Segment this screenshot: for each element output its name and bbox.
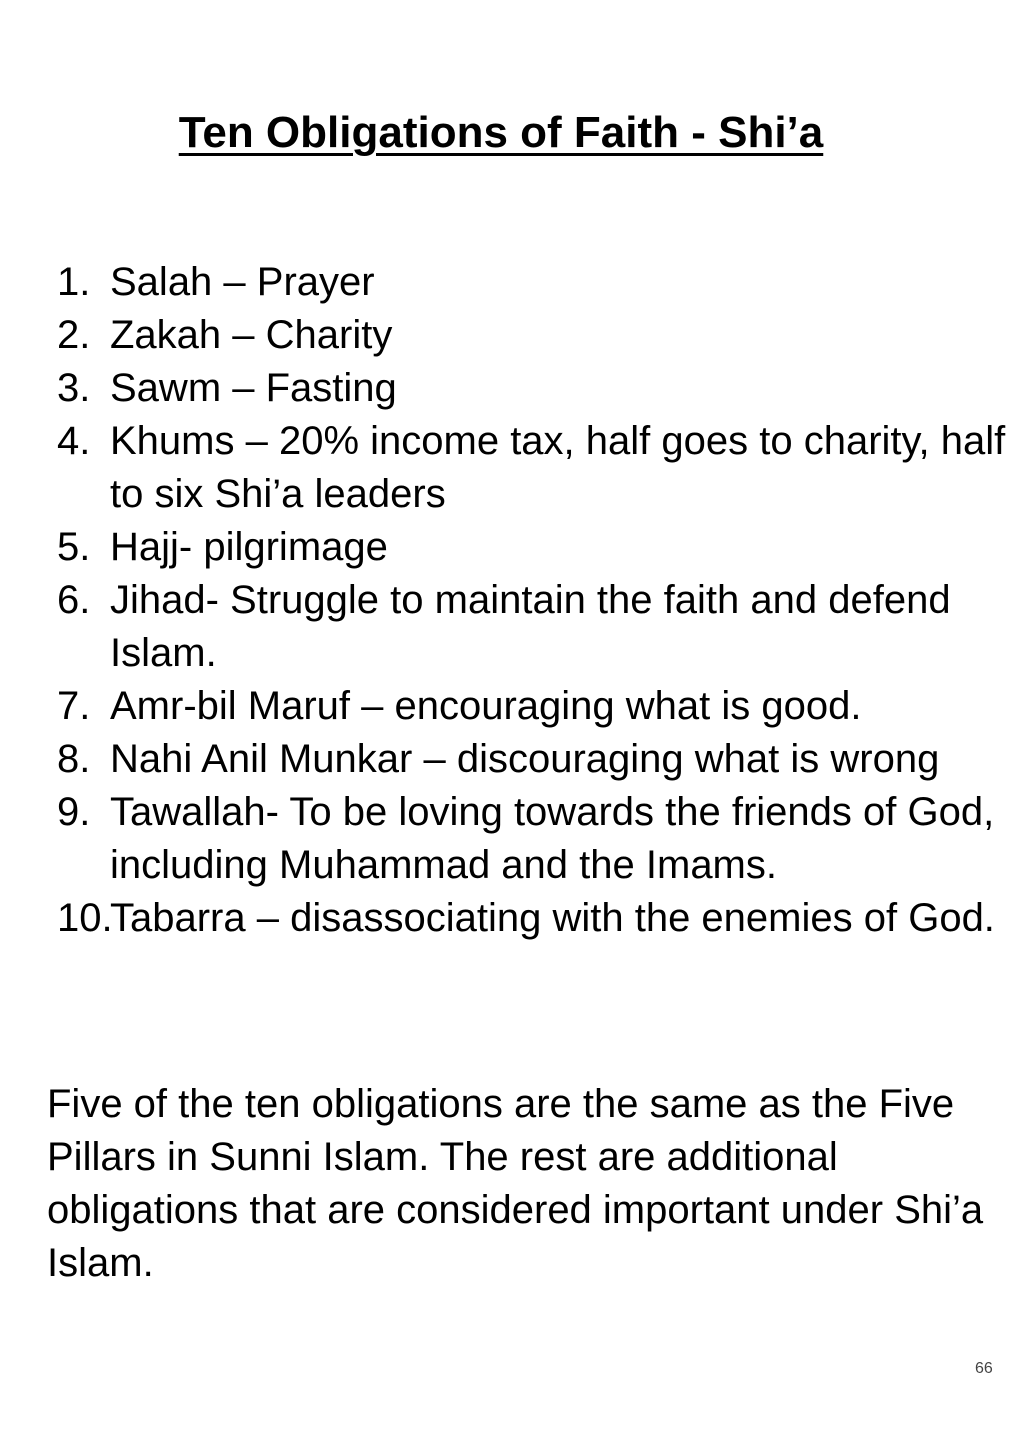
list-item-text: Nahi Anil Munkar – discouraging what is wrong [110, 737, 940, 781]
list-item-text: Hajj- pilgrimage [110, 525, 388, 569]
list-item-text: Zakah – Charity [110, 313, 393, 357]
list-item [0, 521, 1010, 574]
list-item [0, 680, 1010, 733]
list-item [0, 786, 1010, 892]
list-item-number: 3. [57, 366, 91, 410]
list-item-text: Sawm – Fasting [110, 366, 397, 410]
list-item-text: Tawallah- To be loving towards the friends of God, including Muhammad and the Imams. [110, 790, 995, 887]
list-item [0, 733, 1010, 786]
list-item-text: Jihad- Struggle to maintain the faith and defend Islam. [110, 578, 951, 675]
list-item [0, 362, 1010, 415]
list-item-number: 1. [57, 260, 91, 304]
list-item-number: 10. [57, 896, 113, 940]
list-item-text: Khums – 20% income tax, half goes to charity, half to six Shi’a leaders [110, 419, 1006, 516]
obligations-list [0, 256, 1010, 945]
list-item-number: 4. [57, 419, 91, 463]
list-item [0, 415, 1010, 521]
list-item-text: Amr-bil Maruf – encouraging what is good. [110, 684, 862, 728]
list-item [0, 574, 1010, 680]
list-item-number: 7. [57, 684, 91, 728]
page-title: Ten Obligations of Faith - Shi’a [178, 108, 824, 157]
list-item-text: Salah – Prayer [110, 260, 375, 304]
list-item [0, 309, 1010, 362]
list-item-text: Tabarra – disassociating with the enemies of God. [110, 896, 995, 940]
list-item-number: 2. [57, 313, 91, 357]
list-item-number: 6. [57, 578, 91, 622]
list-item-number: 8. [57, 737, 91, 781]
list-item-number: 9. [57, 790, 91, 834]
list-item [0, 892, 1010, 945]
list-item [0, 256, 1010, 309]
summary-paragraph: Five of the ten obligations are the same as the Five Pillars in Sunni Islam. The rest are additional obligations that are considered important under Shi’a Islam. [47, 1082, 984, 1285]
page-number: 66 [975, 1360, 993, 1377]
list-item-number: 5. [57, 525, 91, 569]
